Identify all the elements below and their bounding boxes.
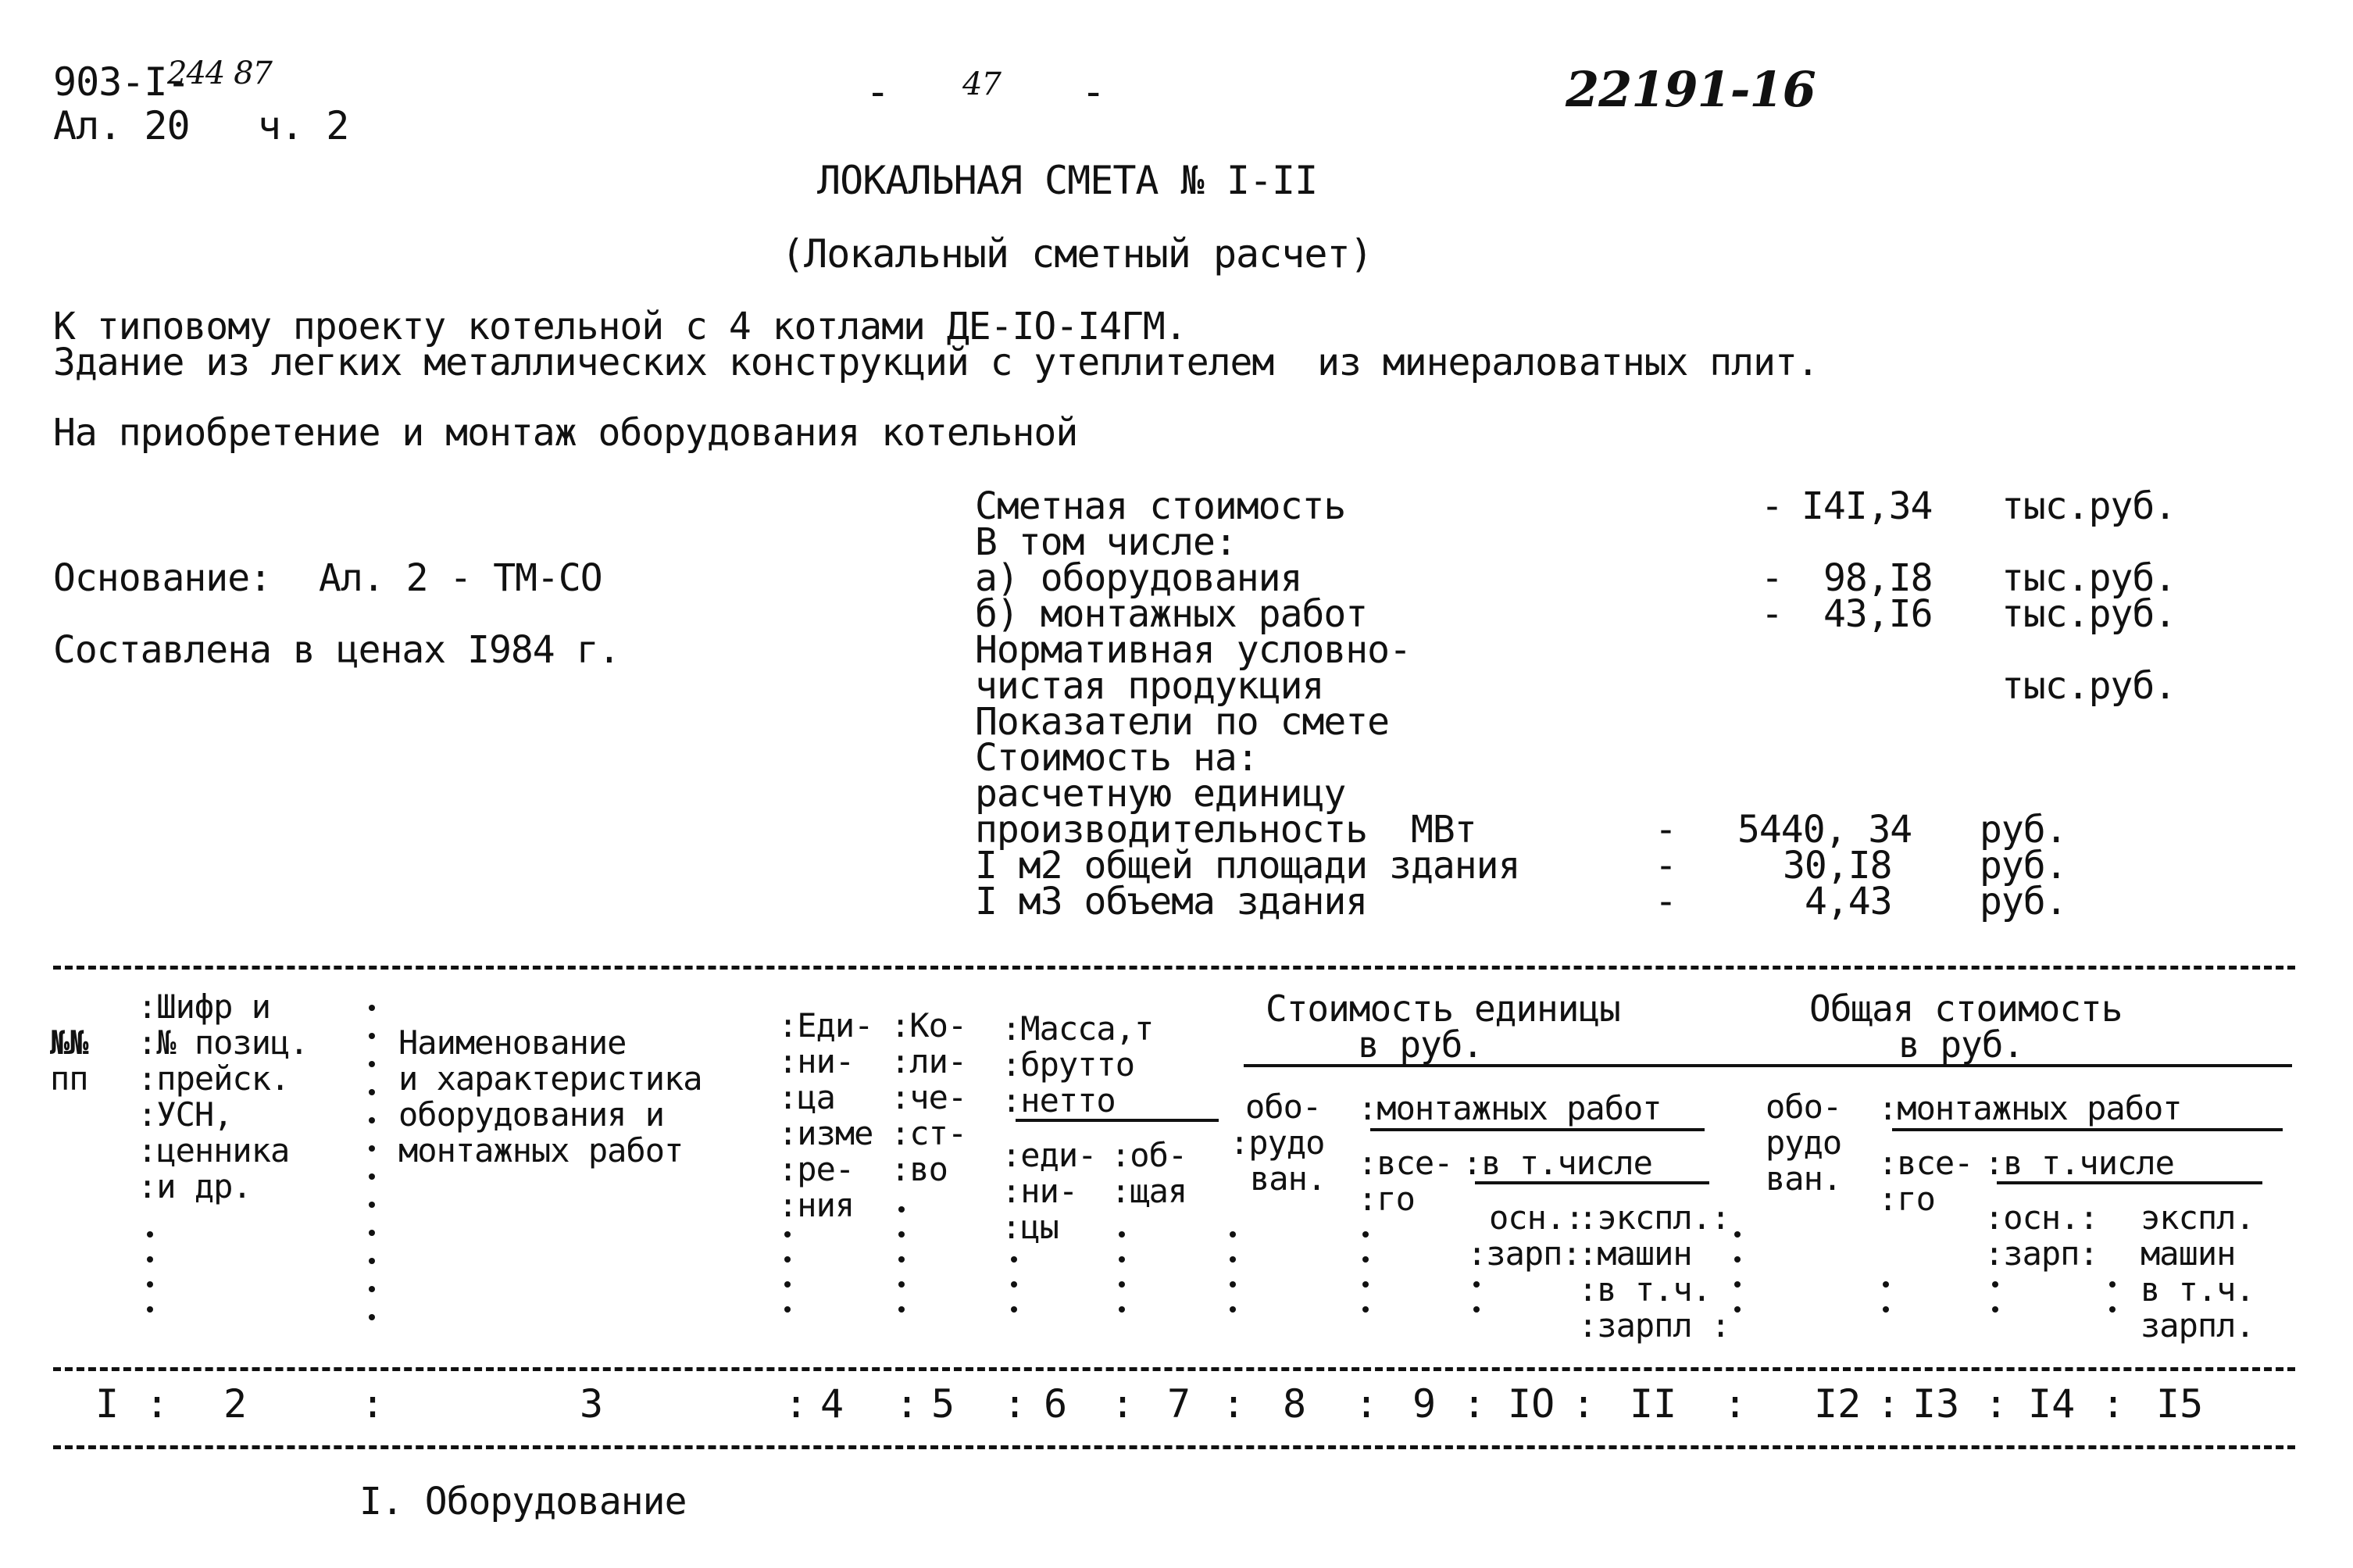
summary-label: Сметная стоимость [975, 484, 1346, 528]
header-machines2-l3: в т.ч. [2141, 1270, 2255, 1309]
header-total-l2: :го [1358, 1180, 1415, 1218]
column-number-separators: : [784, 1381, 809, 1427]
summary-label: производительность МВт [975, 808, 1476, 852]
column-number: 8 [1283, 1381, 1307, 1427]
header-total-cost-l2: в руб. [1898, 1023, 2024, 1066]
summary-label: Нормативная условно- [975, 628, 1411, 672]
summary-unit: руб. [1980, 844, 2067, 888]
header-total2-l2: :го [1878, 1180, 1935, 1218]
column-number-separators: : [145, 1381, 170, 1427]
mass-underline [1016, 1119, 1219, 1122]
project-line-1: К типовому проекту котельной с 4 котлами ДЕ-IO-I4ГМ. [53, 305, 1187, 348]
summary-dash: - [1761, 592, 1783, 636]
summary-label: расчетную единицу [975, 772, 1346, 816]
header-mass-unit-l3: :цы [1002, 1208, 1059, 1246]
header-total2-l1: :все- [1878, 1144, 1973, 1182]
header-col-5-l1: :Ко- [891, 1006, 967, 1045]
column-number-separators: : [1723, 1381, 1748, 1427]
summary-dash: - [1761, 484, 1783, 528]
header-col-3-l1: Наименование [398, 1023, 627, 1062]
header-base-wage2-l1: :осн.: [1984, 1198, 2098, 1237]
header-machines2-l4: зарпл. [2141, 1306, 2255, 1345]
summary-label: I м3 объема здания [975, 880, 1368, 923]
header-col-2-l1: :Шифр и [137, 988, 271, 1026]
summary-label: Стоимость на: [975, 736, 1259, 780]
summary-dash: - [1655, 880, 1676, 923]
header-mass-l1: :Масса,т [1002, 1009, 1154, 1048]
column-number-separators: : [1572, 1381, 1596, 1427]
summary-value: 98,I8 [1823, 556, 1933, 600]
column-number-separators: : [1111, 1381, 1135, 1427]
header-equipment-l1: обо- [1245, 1088, 1322, 1126]
album-reference: Ал. 20 ч. 2 [53, 103, 349, 148]
header-mass-unit-l1: :еди- [1002, 1136, 1097, 1174]
header-base-wage-l2: :зарп: [1467, 1234, 1581, 1273]
header-machines2-l1: экспл. [2141, 1198, 2255, 1237]
project-code-handwritten: 244 87 [167, 55, 272, 91]
header-mass-unit-l2: :ни- [1002, 1172, 1078, 1210]
header-machines-l2: :машин [1578, 1234, 1692, 1273]
column-number-separators: : [2101, 1381, 2126, 1427]
header-col-5-l3: :че- [891, 1078, 967, 1116]
project-purpose: На приобретение и монтаж оборудования котельной [53, 411, 1078, 455]
incl-underline [1475, 1181, 1709, 1184]
header-unit-cost-l1: Стоимость единицы [1266, 988, 1620, 1030]
column-number-separators: : [1462, 1381, 1487, 1427]
header-col-3-l4: монтажных работ [398, 1131, 684, 1170]
summary-dash: - [1761, 556, 1783, 600]
incl2-underline [1997, 1181, 2262, 1184]
summary-unit: руб. [1980, 808, 2067, 852]
header-base-wage2-l2: :зарп: [1984, 1234, 2098, 1273]
header-total-cost-l1: Общая стоимость [1809, 988, 2123, 1030]
header-col-4-l6: :ния [778, 1186, 855, 1224]
header-install-works2: :монтажных работ [1878, 1089, 2182, 1127]
page-dash-right: - [1081, 69, 1105, 116]
header-col-5-l2: :ли- [891, 1042, 967, 1080]
install-works-underline [1370, 1128, 1705, 1131]
header-col-2-l5: :ценника [137, 1131, 290, 1170]
estimate-subtitle: (Локальный сметный расчет) [781, 231, 1373, 277]
header-col-4-l1: :Еди- [778, 1006, 873, 1045]
header-machines2-l2: машин [2141, 1234, 2236, 1273]
summary-unit: тыс.руб. [2001, 484, 2176, 528]
column-number: 6 [1044, 1381, 1068, 1427]
summary-dash: - [1655, 808, 1676, 852]
column-number: 9 [1412, 1381, 1437, 1427]
header-mass-total-l2: :щая [1111, 1172, 1187, 1210]
table-top-rule [53, 966, 2295, 970]
summary-label: чистая продукция [975, 664, 1324, 708]
column-number-separators: : [1355, 1381, 1379, 1427]
header-col-4-l2: :ни- [778, 1042, 855, 1080]
header-col-2-l4: :УСН, [137, 1095, 233, 1134]
column-number-separators: : [1222, 1381, 1246, 1427]
column-number: I4 [2028, 1381, 2076, 1427]
header-install-works: :монтажных работ [1358, 1089, 1662, 1127]
column-number: 3 [580, 1381, 604, 1427]
header-mass-l3: :нетто [1002, 1081, 1116, 1120]
summary-label: б) монтажных работ [975, 592, 1368, 636]
column-numbers-bottom-rule [53, 1445, 2295, 1449]
page-dash-left: - [866, 69, 890, 116]
summary-unit: тыс.руб. [2001, 592, 2176, 636]
column-number: II [1630, 1381, 1677, 1427]
basis-value: Ал. 2 - ТМ-СО [319, 556, 602, 600]
summary-value: 4,43 [1805, 880, 1892, 923]
header-col-4-l3: :ца [778, 1078, 835, 1116]
header-equipment-l3: ван. [1250, 1159, 1326, 1198]
column-number: I5 [2156, 1381, 2204, 1427]
summary-label: В том числе: [975, 520, 1237, 564]
column-number-separators: : [1984, 1381, 2008, 1427]
header-machines-l1: :экспл.: [1578, 1198, 1730, 1237]
header-total-l1: :все- [1358, 1144, 1453, 1182]
column-number-separators: : [361, 1381, 385, 1427]
summary-value: 30,I8 [1783, 844, 1892, 888]
estimate-title: ЛОКАЛЬНАЯ СМЕТА № I-II [817, 158, 1318, 203]
header-mass-l2: :брутто [1002, 1045, 1135, 1084]
summary-value: 5440, 34 [1737, 808, 1912, 852]
summary-dash: - [1655, 844, 1676, 888]
column-number: 4 [820, 1381, 844, 1427]
column-number: I2 [1814, 1381, 1862, 1427]
header-col-5-l4: :ст- [891, 1114, 967, 1152]
header-col-3-l3: оборудования и [398, 1095, 665, 1134]
install-works2-underline [1892, 1128, 2283, 1131]
header-col-5-l5: :во [891, 1150, 948, 1188]
column-number: 7 [1167, 1381, 1191, 1427]
summary-unit: руб. [1980, 880, 2067, 923]
header-col-4-l4: :изме [778, 1114, 873, 1152]
column-number: IO [1508, 1381, 1555, 1427]
column-number-separators: : [1003, 1381, 1027, 1427]
summary-value: I4I,34 [1801, 484, 1933, 528]
basis-label: Основание: [53, 556, 271, 600]
column-numbers-top-rule [53, 1367, 2295, 1371]
header-col-3-l2: и характеристика [398, 1059, 702, 1098]
column-number: I [95, 1381, 120, 1427]
header-equipment2-l1: обо- [1766, 1088, 1842, 1126]
header-unit-cost-l2: в руб. [1358, 1023, 1484, 1066]
header-machines-l3: :в т.ч. [1578, 1270, 1712, 1309]
page-number: 47 [962, 66, 1001, 102]
header-col-2-l2: :№ позиц. [137, 1023, 309, 1062]
header-equipment-l2: :рудо [1230, 1123, 1325, 1162]
column-number-separators: : [1876, 1381, 1901, 1427]
header-machines-l4: :зарпл : [1578, 1306, 1730, 1345]
column-number: 2 [223, 1381, 248, 1427]
header-equipment2-l2: рудо [1766, 1123, 1842, 1162]
header-incl: :в т.числе [1462, 1144, 1652, 1182]
column-number-separators: : [895, 1381, 919, 1427]
summary-value: 43,I6 [1823, 592, 1933, 636]
project-code-printed: 903-I- [53, 59, 190, 105]
header-col-4-l5: :ре- [778, 1150, 855, 1188]
header-incl2: :в т.числе [1984, 1144, 2174, 1182]
summary-label: I м2 общей площади здания [975, 844, 1520, 888]
section-title: I. Оборудование [359, 1480, 687, 1523]
summary-unit: тыс.руб. [2001, 556, 2176, 600]
header-col-2-l6: :и др. [137, 1167, 252, 1205]
price-year: Составлена в ценах I984 г. [53, 628, 620, 672]
header-equipment2-l3: ван. [1766, 1159, 1842, 1198]
header-col-2-l3: :прейск. [137, 1059, 290, 1098]
summary-unit: тыс.руб. [2001, 664, 2176, 708]
document-number: 22191-16 [1566, 61, 1816, 118]
header-mass-total-l1: :об- [1111, 1136, 1187, 1174]
cost-groups-underline [1244, 1064, 2292, 1067]
project-line-2: Здание из легких металлических конструкций с утеплителем из минераловатных плит. [53, 341, 1819, 384]
header-base-wage-l1: осн.: [1489, 1198, 1584, 1237]
summary-label: Показатели по смете [975, 700, 1390, 744]
header-col-1-l1: №№ [50, 1023, 88, 1062]
column-number: I3 [1912, 1381, 1960, 1427]
column-number: 5 [931, 1381, 955, 1427]
summary-label: а) оборудования [975, 556, 1302, 600]
header-col-1-l2: пп [50, 1059, 88, 1098]
